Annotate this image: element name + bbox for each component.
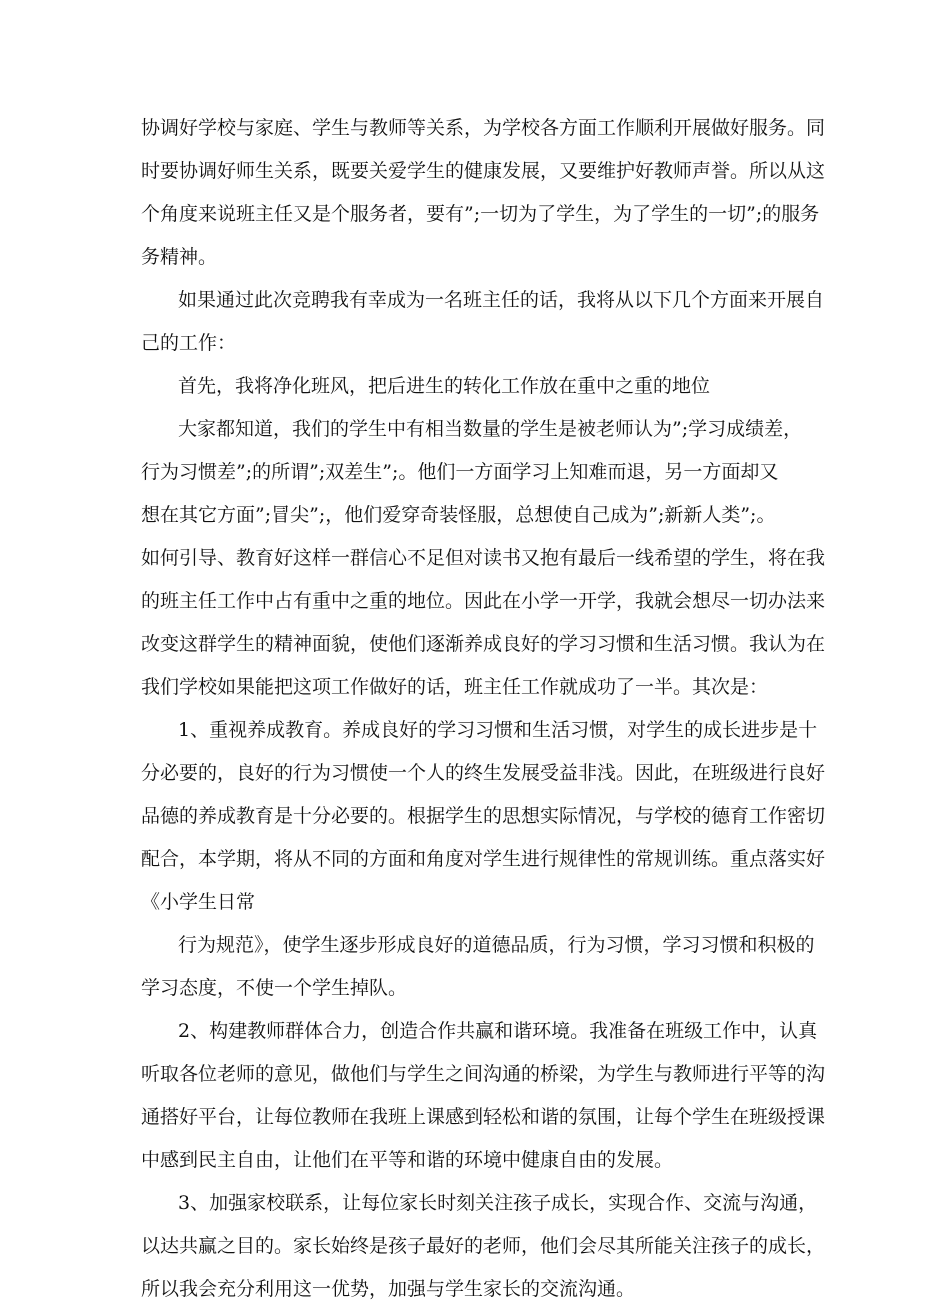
text-line: 所以我会充分利用这一优势，加强与学生家长的交流沟通。 — [141, 1278, 636, 1300]
paragraph-first-line: 行为规范》，使学生逐步形成良好的道德品质，行为习惯，学习习惯和积极的 — [178, 934, 815, 956]
text-line: 如何引导、教育好这样一群信心不足但对读书又抱有最后一线希望的学生，将在我 — [141, 547, 826, 569]
text-line: 务精神。 — [141, 246, 218, 268]
text-line: 改变这群学生的精神面貌，使他们逐渐养成良好的学习习惯和生活习惯。我认为在 — [141, 633, 826, 655]
text-line: 品德的养成教育是十分必要的。根据学生的思想实际情况，与学校的德育工作密切 — [141, 805, 826, 827]
text-line: 的班主任工作中占有重中之重的地位。因此在小学一开学，我就会想尽一切办法来 — [141, 590, 826, 612]
numbered-item-1: 1、重视养成教育。养成良好的学习习惯和生活习惯，对学生的成长进步是十 — [178, 719, 818, 741]
section-heading: 首先，我将净化班风，把后进生的转化工作放在重中之重的地位 — [178, 375, 711, 397]
numbered-item-3: 3、加强家校联系，让每位家长时刻关注孩子成长，实现合作、交流与沟通， — [178, 1192, 818, 1214]
text-line: 学习态度，不使一个学生掉队。 — [141, 977, 408, 999]
paragraph-first-line: 大家都知道，我们的学生中有相当数量的学生是被老师认为”;学习成绩差， — [178, 418, 803, 440]
text-line: 中感到民主自由，让他们在平等和谐的环境中健康自由的发展。 — [141, 1149, 674, 1171]
document-body — [141, 112, 826, 1306]
text-line: 通搭好平台，让每位教师在我班上课感到轻松和谐的氛围，让每个学生在班级授课 — [141, 1106, 826, 1128]
text-line: 分必要的，良好的行为习惯使一个人的终生发展受益非浅。因此，在班级进行良好 — [141, 762, 826, 784]
text-line: 协调好学校与家庭、学生与教师等关系，为学校各方面工作顺利开展做好服务。同 — [141, 117, 826, 139]
text-line: 想在其它方面”;冒尖”;，他们爱穿奇装怪服，总想使自己成为”;新新人类”;。 — [141, 504, 776, 526]
text-line: 听取各位老师的意见，做他们与学生之间沟通的桥梁，为学生与教师进行平等的沟 — [141, 1063, 826, 1085]
paragraph-first-line: 如果通过此次竞聘我有幸成为一名班主任的话，我将从以下几个方面来开展自 — [178, 289, 825, 311]
text-line: 行为习惯差”;的所谓”;双差生”;。他们一方面学习上知难而退，另一方面却又 — [141, 461, 779, 483]
text-line: 我们学校如果能把这项工作做好的话，班主任工作就成功了一半。其次是： — [141, 676, 769, 698]
text-line: 时要协调好师生关系，既要关爱学生的健康发展，又要维护好教师声誉。所以从这 — [141, 160, 826, 182]
text-line: 己的工作： — [141, 332, 237, 354]
text-line: 《小学生日常 — [141, 891, 256, 913]
text-line: 以达共赢之目的。家长始终是孩子最好的老师，他们会尽其所能关注孩子的成长， — [141, 1235, 826, 1257]
text-line: 配合，本学期，将从不同的方面和角度对学生进行规律性的常规训练。重点落实好 — [141, 848, 826, 870]
numbered-item-2: 2、构建教师群体合力，创造合作共赢和谐环境。我准备在班级工作中，认真 — [178, 1020, 818, 1042]
text-line: 个角度来说班主任又是个服务者，要有”;一切为了学生，为了学生的一切”;的服务 — [141, 203, 820, 225]
